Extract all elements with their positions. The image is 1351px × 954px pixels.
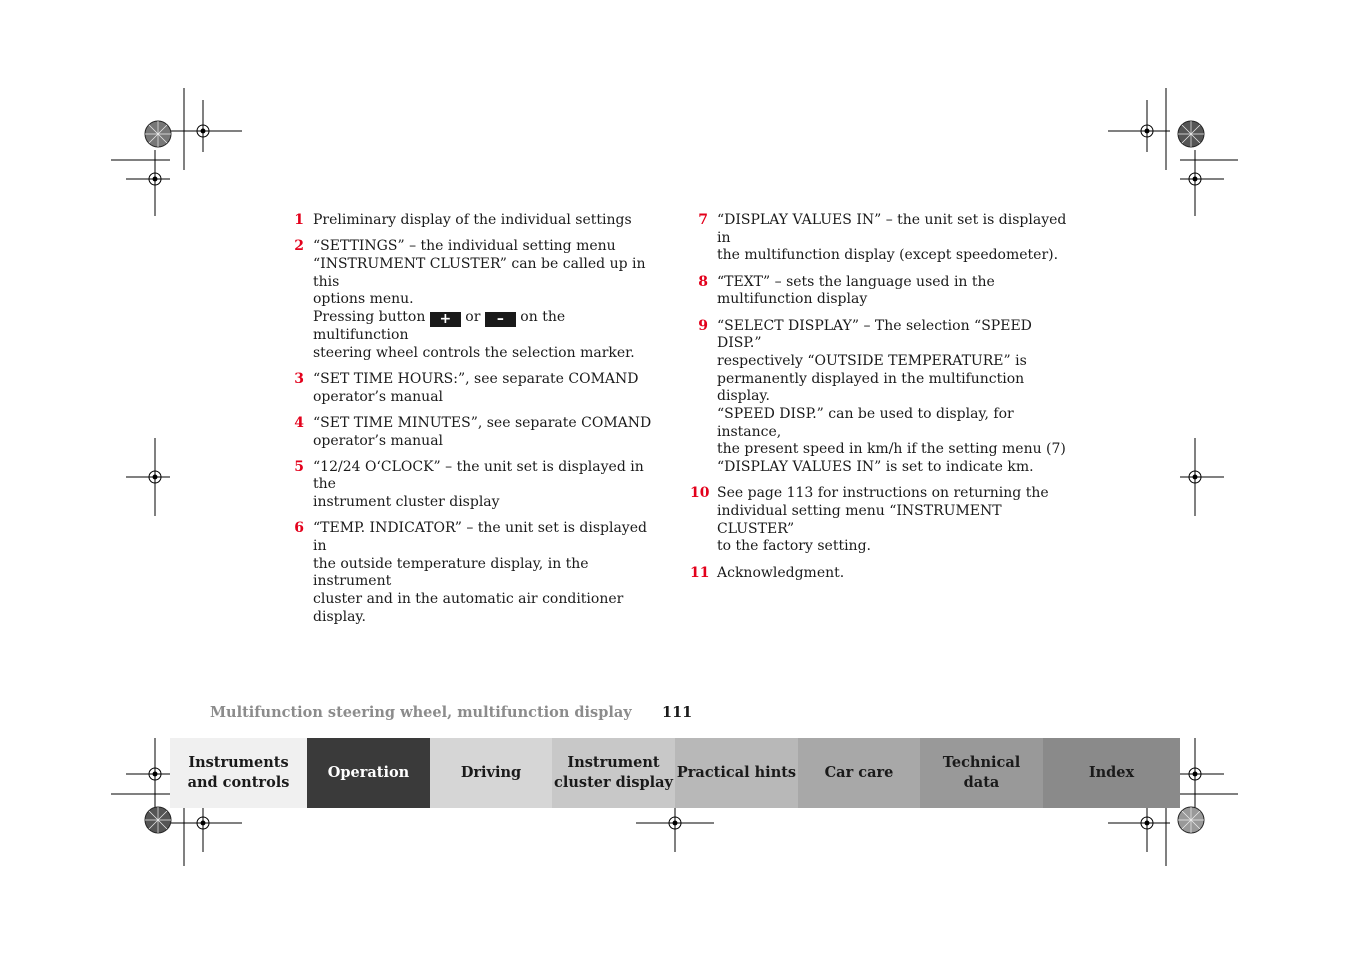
pressing-text: Pressing button: [313, 309, 426, 326]
item-text-line: “INSTRUMENT CLUSTER” can be called up in this: [313, 255, 646, 290]
item-text-line: the multifunction display (except speedometer).: [717, 247, 1059, 264]
item-text-line: Preliminary display of the individual settings: [313, 212, 632, 228]
item-text-line: operator’s manual: [313, 432, 444, 449]
item-text-line: “DISPLAY VALUES IN” – the unit set is displayed in: [717, 212, 1067, 246]
tab-driving[interactable]: Driving: [430, 738, 552, 808]
list-item-7: [690, 212, 1070, 265]
list-item-10: [690, 485, 1070, 556]
item-text-line: respectively “OUTSIDE TEMPERATURE” is: [717, 352, 1027, 369]
list-item-3: [286, 371, 661, 406]
plus-button-icon: +: [430, 312, 461, 327]
item-text-line: the outside temperature display, in the instrument: [313, 555, 589, 590]
tab-practical-hints[interactable]: Practical hints: [675, 738, 798, 808]
item-number: 8: [698, 273, 708, 290]
list-item-1: [286, 212, 661, 230]
list-item-8: [690, 274, 1070, 309]
item-text-line: instrument cluster display: [313, 494, 500, 511]
list-item-9: [690, 318, 1070, 477]
list-item-6: [286, 520, 661, 626]
item-text-line: cluster and in the automatic air conditioner display.: [313, 591, 624, 625]
list-item-11: [690, 565, 1070, 583]
item-text-line: the present speed in km/h if the setting menu (7): [717, 441, 1066, 458]
item-text-line: Acknowledgment.: [717, 564, 845, 581]
tab-operation[interactable]: Operation: [307, 738, 430, 808]
tab-instruments-and-controls[interactable]: Instruments and controls: [170, 738, 307, 808]
item-number: 2: [294, 238, 304, 255]
item-text-line: to the factory setting.: [717, 538, 871, 555]
item-number: 5: [294, 458, 304, 475]
left-column: [286, 212, 661, 635]
item-text-line: “SETTINGS” – the individual setting menu: [313, 238, 616, 255]
item-number: 10: [690, 485, 710, 502]
item-text-line: “SPEED DISP.” can be used to display, for instance,: [717, 406, 1014, 440]
tab-instrument-cluster-display[interactable]: Instrument cluster display: [552, 738, 675, 808]
item-number: 1: [294, 212, 304, 228]
minus-button-icon: –: [485, 312, 516, 327]
tab-car-care[interactable]: Car care: [798, 738, 920, 808]
item-number: 11: [690, 564, 710, 581]
item-number: 9: [698, 317, 708, 334]
item-text-line: options menu.: [313, 291, 414, 308]
chapter-tab-bar: [170, 738, 1180, 808]
tab-index[interactable]: Index: [1043, 738, 1180, 808]
item-text-line: See page 113 for instructions on returning the: [717, 485, 1049, 502]
item-text-line: permanently displayed in the multifunction display.: [717, 370, 1025, 405]
item-text-line: “SET TIME MINUTES”, see separate COMAND: [313, 414, 652, 431]
or-text: or: [465, 309, 481, 326]
list-item-5: [286, 459, 661, 512]
item-number: 4: [294, 414, 304, 431]
list-item-2: [286, 238, 661, 362]
item-text-line: individual setting menu “INSTRUMENT CLUSTER”: [717, 503, 1002, 537]
item-text-line-buttons: [313, 309, 661, 345]
item-number: 3: [294, 370, 304, 387]
item-text-line: steering wheel controls the selection marker.: [313, 344, 635, 361]
item-text-line: operator’s manual: [313, 388, 444, 405]
item-text-line: “DISPLAY VALUES IN” is set to indicate km.: [717, 459, 1034, 476]
right-column: [690, 212, 1070, 591]
item-text-line: “SET TIME HOURS:”, see separate COMAND: [313, 370, 639, 387]
item-text-line: “TEMP. INDICATOR” – the unit set is displayed in: [313, 520, 647, 555]
tab-technical-data[interactable]: Technical data: [920, 738, 1043, 808]
item-text-line: “12/24 O‘CLOCK” – the unit set is displayed in the: [313, 458, 644, 493]
section-title: Multifunction steering wheel, multifunction display: [210, 704, 632, 721]
list-item-4: [286, 415, 661, 450]
item-text-line: “SELECT DISPLAY” – The selection “SPEED DISP.”: [717, 317, 1032, 352]
item-number: 7: [698, 212, 708, 228]
item-text-line: “TEXT” – sets the language used in the: [717, 273, 995, 290]
after-text: on the multifunction: [313, 309, 566, 344]
item-text-line: multifunction display: [717, 291, 868, 308]
page-number: 111: [662, 704, 693, 721]
item-number: 6: [294, 520, 304, 537]
